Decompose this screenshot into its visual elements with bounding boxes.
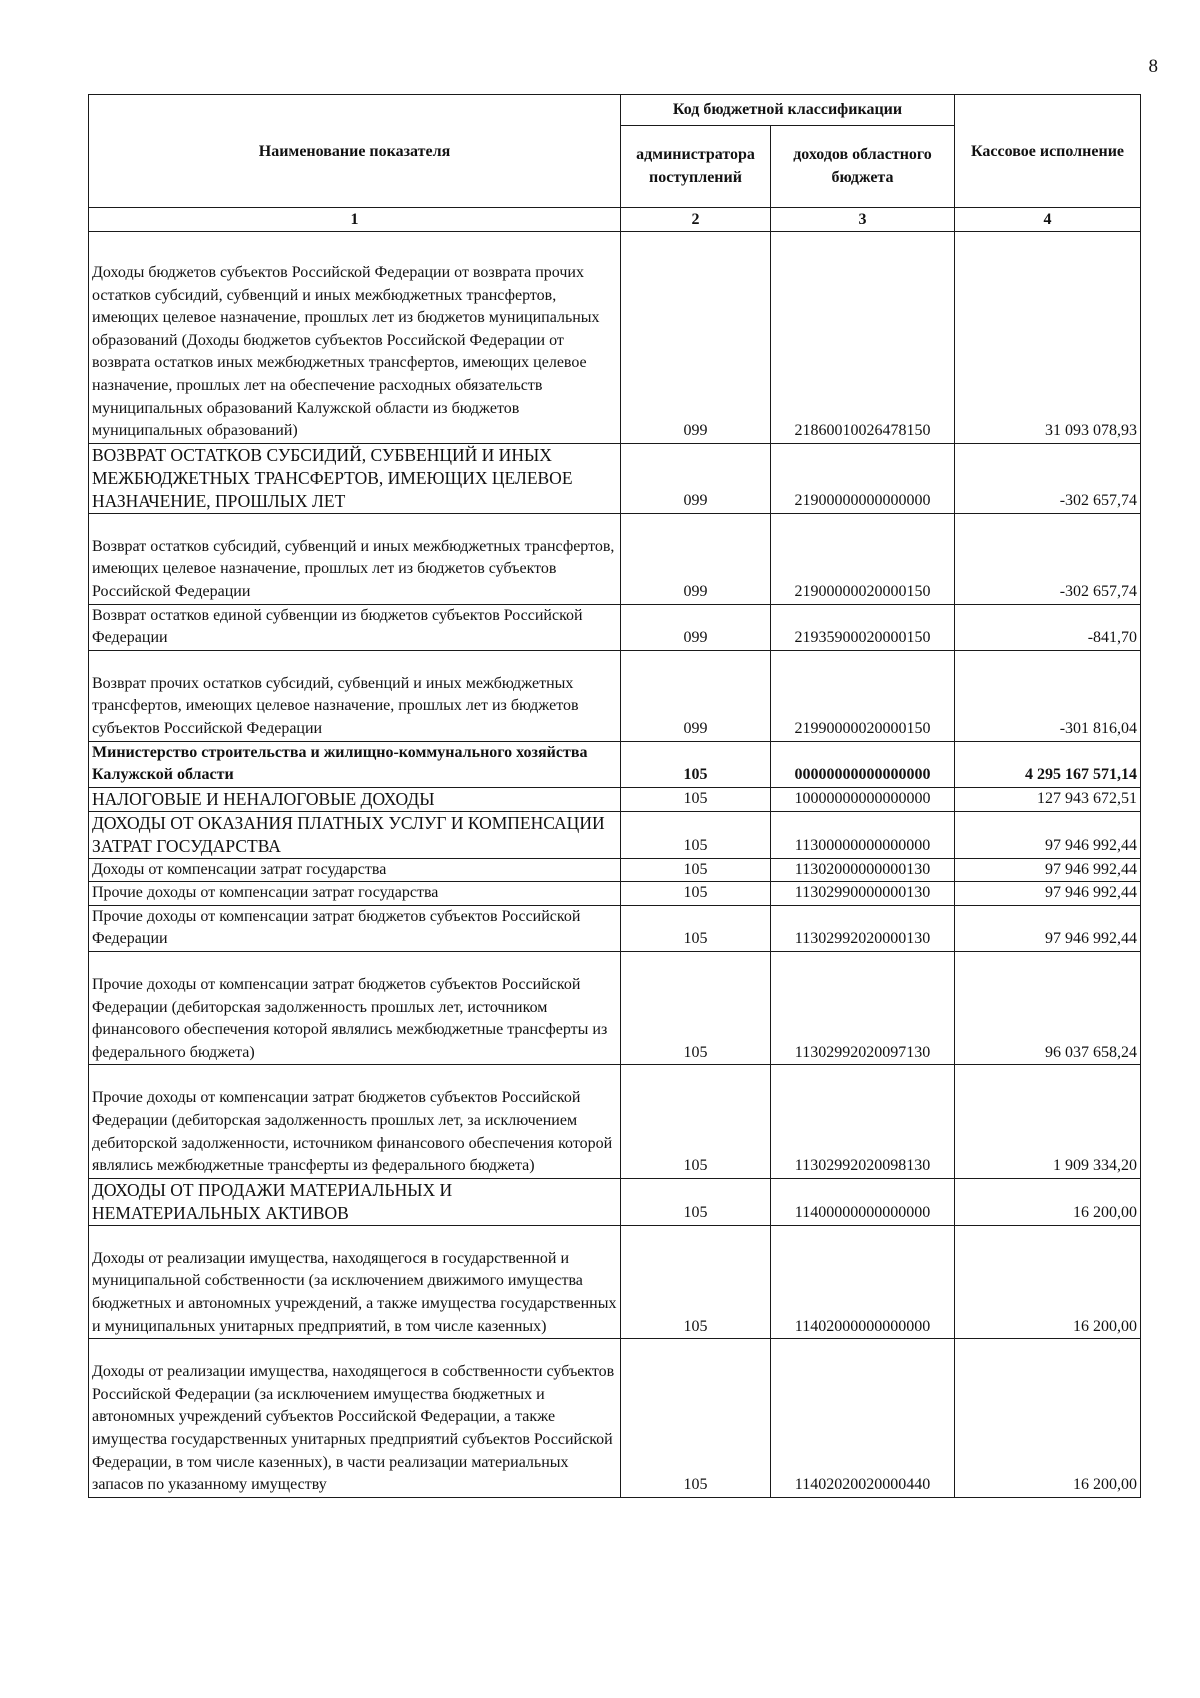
row-name: Возврат остатков единой субвенции из бюджетов субъектов Российской Федерации xyxy=(89,604,621,650)
row-amount: 97 946 992,44 xyxy=(955,811,1141,858)
row-name: НАЛОГОВЫЕ И НЕНАЛОГОВЫЕ ДОХОДЫ xyxy=(89,787,621,811)
row-budget-code: 21860010026478150 xyxy=(771,232,955,444)
row-budget-code: 11302992020000130 xyxy=(771,905,955,951)
header-name: Наименование показателя xyxy=(89,95,621,208)
table-row xyxy=(89,604,1141,650)
row-amount: -302 657,74 xyxy=(955,443,1141,513)
col-number-2: 2 xyxy=(621,208,771,232)
row-admin-code: 105 xyxy=(621,882,771,906)
row-amount: 4 295 167 571,14 xyxy=(955,741,1141,787)
row-name: Прочие доходы от компенсации затрат бюджетов субъектов Российской Федерации (дебиторская задолженность прошлых лет, за исключением дебиторской задолженности, источником финансового обеспечения которой являлись межбюджетные трансферты из федерального бюджета) xyxy=(89,1065,621,1178)
table-row xyxy=(89,787,1141,811)
table-row xyxy=(89,1339,1141,1498)
table-row xyxy=(89,882,1141,906)
row-amount: 97 946 992,44 xyxy=(955,858,1141,882)
row-admin-code: 105 xyxy=(621,787,771,811)
row-amount: -301 816,04 xyxy=(955,650,1141,741)
row-amount: -302 657,74 xyxy=(955,513,1141,604)
row-budget-code: 11302000000000130 xyxy=(771,858,955,882)
row-admin-code: 099 xyxy=(621,650,771,741)
row-budget-code: 21935900020000150 xyxy=(771,604,955,650)
row-amount: 127 943 672,51 xyxy=(955,787,1141,811)
col-number-3: 3 xyxy=(771,208,955,232)
row-amount: 1 909 334,20 xyxy=(955,1065,1141,1178)
row-name: Прочие доходы от компенсации затрат государства xyxy=(89,882,621,906)
row-amount: 31 093 078,93 xyxy=(955,232,1141,444)
col-number-4: 4 xyxy=(955,208,1141,232)
row-amount: 16 200,00 xyxy=(955,1339,1141,1498)
row-name: ДОХОДЫ ОТ ОКАЗАНИЯ ПЛАТНЫХ УСЛУГ И КОМПЕНСАЦИИ ЗАТРАТ ГОСУДАРСТВА xyxy=(89,811,621,858)
row-name: ДОХОДЫ ОТ ПРОДАЖИ МАТЕРИАЛЬНЫХ И НЕМАТЕРИАЛЬНЫХ АКТИВОВ xyxy=(89,1178,621,1225)
row-name: Прочие доходы от компенсации затрат бюджетов субъектов Российской Федерации (дебиторская задолженность прошлых лет, источником финансового обеспечения которой являлись межбюджетные трансферты из федерального бюджета) xyxy=(89,952,621,1065)
table-row xyxy=(89,232,1141,444)
row-budget-code: 21900000020000150 xyxy=(771,513,955,604)
header-sum: Кассовое исполнение xyxy=(955,95,1141,208)
row-name: Прочие доходы от компенсации затрат бюджетов субъектов Российской Федерации xyxy=(89,905,621,951)
row-name: ВОЗВРАТ ОСТАТКОВ СУБСИДИЙ, СУБВЕНЦИЙ И ИНЫХ МЕЖБЮДЖЕТНЫХ ТРАНСФЕРТОВ, ИМЕЮЩИХ ЦЕЛЕВОЕ НАЗНАЧЕНИЕ, ПРОШЛЫХ ЛЕТ xyxy=(89,443,621,513)
table-row xyxy=(89,1178,1141,1225)
row-amount: 16 200,00 xyxy=(955,1225,1141,1338)
row-admin-code: 105 xyxy=(621,1225,771,1338)
row-amount: 97 946 992,44 xyxy=(955,905,1141,951)
row-admin-code: 099 xyxy=(621,604,771,650)
row-budget-code: 11402020020000440 xyxy=(771,1339,955,1498)
col-number-1: 1 xyxy=(89,208,621,232)
row-admin-code: 105 xyxy=(621,1178,771,1225)
row-admin-code: 099 xyxy=(621,443,771,513)
row-amount: 97 946 992,44 xyxy=(955,882,1141,906)
table-row xyxy=(89,1225,1141,1338)
row-amount: -841,70 xyxy=(955,604,1141,650)
table-row xyxy=(89,811,1141,858)
row-budget-code: 11402000000000000 xyxy=(771,1225,955,1338)
column-numbers-row xyxy=(89,208,1141,232)
row-name: Доходы от реализации имущества, находящегося в государственной и муниципальной собственности (за исключением движимого имущества бюджетных и автономных учреждений, а также имущества государственных и муниципальных унитарных предприятий, в том числе казенных) xyxy=(89,1225,621,1338)
row-budget-code: 00000000000000000 xyxy=(771,741,955,787)
row-name: Доходы от реализации имущества, находящегося в собственности субъектов Российской Федерации (за исключением имущества бюджетных и автономных учреждений субъектов Российской Федерации, а также имущества государственных унитарных предприятий субъектов Российской Федерации, в том числе казенных), в части реализации материальных запасов по указанному имуществу xyxy=(89,1339,621,1498)
table-row xyxy=(89,443,1141,513)
row-admin-code: 105 xyxy=(621,1339,771,1498)
table-row xyxy=(89,952,1141,1065)
row-name: Возврат прочих остатков субсидий, субвенций и иных межбюджетных трансфертов, имеющих целевое назначение, прошлых лет из бюджетов субъектов Российской Федерации xyxy=(89,650,621,741)
row-budget-code: 11302992020097130 xyxy=(771,952,955,1065)
row-admin-code: 099 xyxy=(621,232,771,444)
row-budget-code: 10000000000000000 xyxy=(771,787,955,811)
row-budget-code: 21990000020000150 xyxy=(771,650,955,741)
row-budget-code: 11300000000000000 xyxy=(771,811,955,858)
table-header xyxy=(89,95,1141,232)
row-admin-code: 105 xyxy=(621,905,771,951)
row-name: Министерство строительства и жилищно-коммунального хозяйства Калужской области xyxy=(89,741,621,787)
row-admin-code: 105 xyxy=(621,1065,771,1178)
row-name: Возврат остатков субсидий, субвенций и иных межбюджетных трансфертов, имеющих целевое назначение, прошлых лет из бюджетов субъектов Российской Федерации xyxy=(89,513,621,604)
header-code-group: Код бюджетной классификации xyxy=(621,95,955,126)
page-number: 8 xyxy=(1148,56,1158,77)
row-name: Доходы от компенсации затрат государства xyxy=(89,858,621,882)
row-budget-code: 11302992020098130 xyxy=(771,1065,955,1178)
row-amount: 16 200,00 xyxy=(955,1178,1141,1225)
row-admin-code: 105 xyxy=(621,952,771,1065)
row-amount: 96 037 658,24 xyxy=(955,952,1141,1065)
row-name: Доходы бюджетов субъектов Российской Федерации от возврата прочих остатков субсидий, субвенций и иных межбюджетных трансфертов, имеющих целевое назначение, прошлых лет из бюджетов муниципальных образований (Доходы бюджетов субъектов Российской Федерации от возврата остатков иных межбюджетных трансфертов, имеющих целевое назначение, прошлых лет на обеспечение расходных обязательств муниципальных образований Калужской области из бюджетов муниципальных образований) xyxy=(89,232,621,444)
row-budget-code: 11400000000000000 xyxy=(771,1178,955,1225)
row-admin-code: 105 xyxy=(621,741,771,787)
table-row xyxy=(89,650,1141,741)
row-budget-code: 21900000000000000 xyxy=(771,443,955,513)
row-budget-code: 11302990000000130 xyxy=(771,882,955,906)
row-admin-code: 105 xyxy=(621,858,771,882)
row-admin-code: 105 xyxy=(621,811,771,858)
table-row xyxy=(89,1065,1141,1178)
table-row xyxy=(89,905,1141,951)
table-row xyxy=(89,513,1141,604)
table-row xyxy=(89,858,1141,882)
budget-revenue-table xyxy=(88,94,1141,1498)
header-admin: администратора поступлений xyxy=(621,125,771,207)
header-code: доходов областного бюджета xyxy=(771,125,955,207)
table-body xyxy=(89,232,1141,1498)
row-admin-code: 099 xyxy=(621,513,771,604)
table-row xyxy=(89,741,1141,787)
